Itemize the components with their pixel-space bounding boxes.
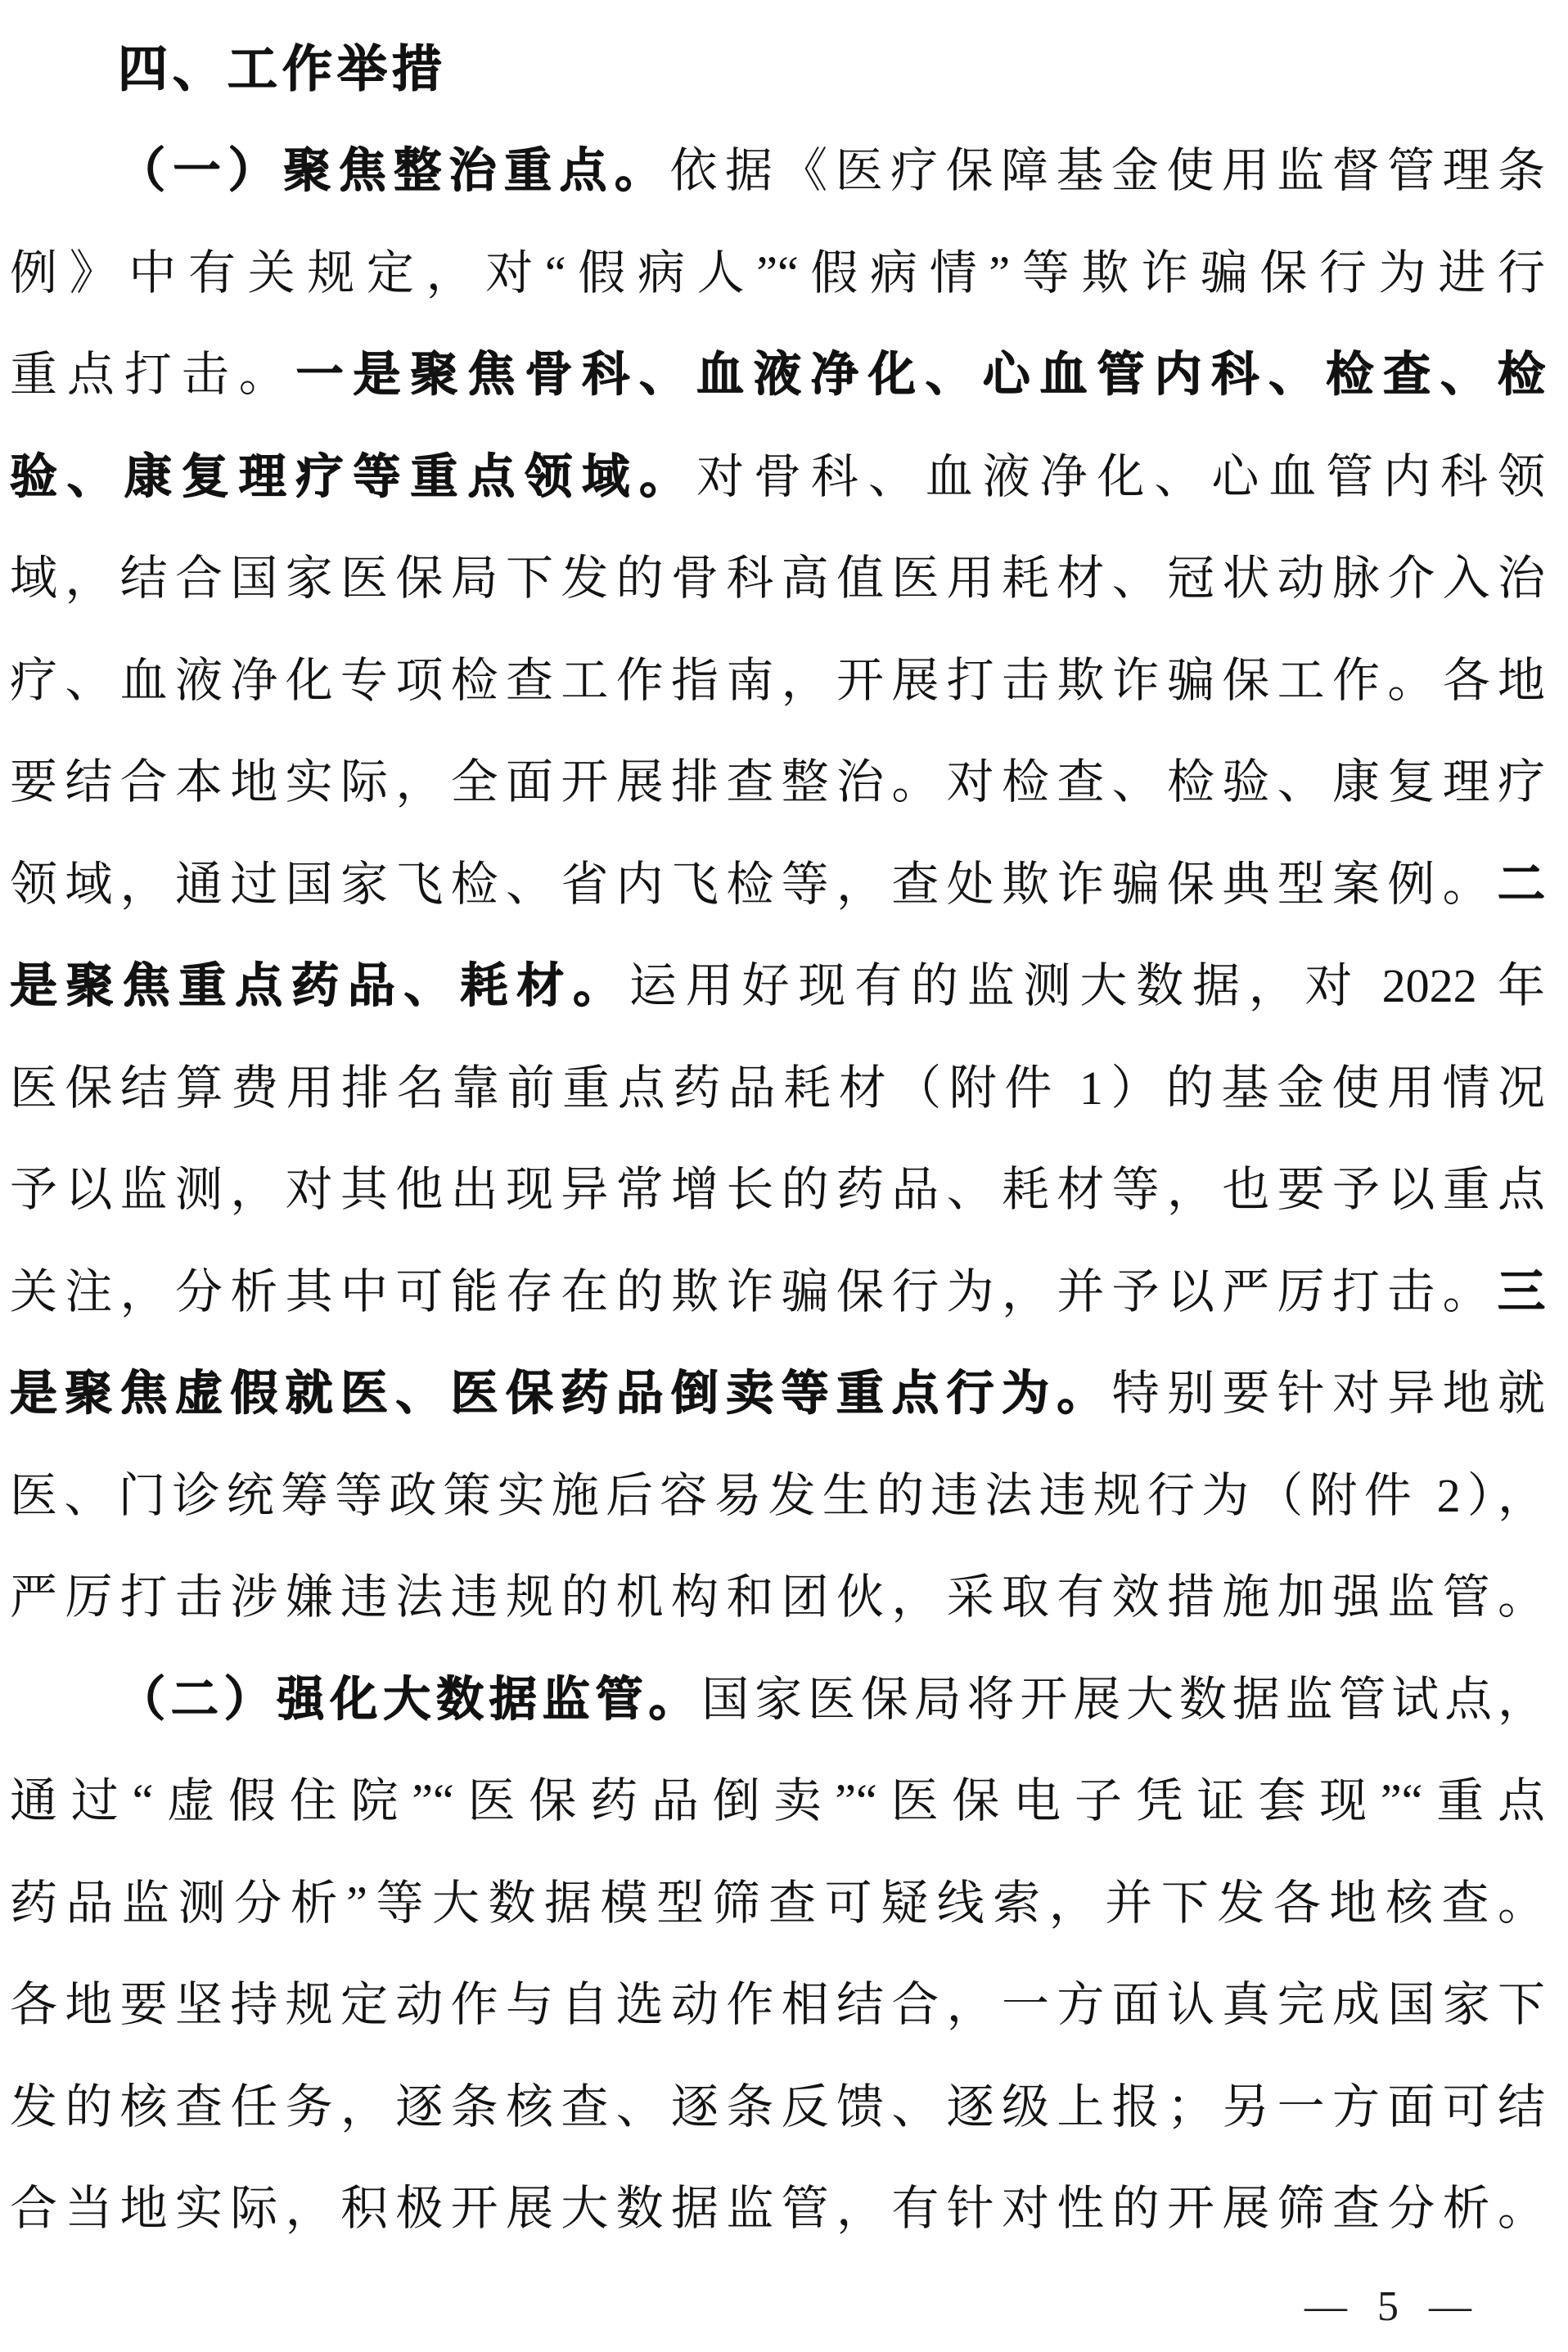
emphasized-text-segment: （一）聚焦整治重点。 xyxy=(118,144,670,197)
paragraph xyxy=(10,120,1545,1649)
text-line xyxy=(10,324,1545,426)
text-segment: 关注，分析其中可能存在的欺诈骗保行为，并予以严厉打击。 xyxy=(10,1264,1498,1318)
text-line xyxy=(10,1954,1545,2057)
text-line xyxy=(10,426,1545,529)
emphasized-text-segment: 是聚焦虚假就医、医保药品倒卖等重点行为。 xyxy=(10,1367,1112,1420)
text-line xyxy=(10,1853,1545,1955)
text-line xyxy=(10,1649,1545,1751)
text-line xyxy=(10,630,1545,732)
text-segment: 重点打击。 xyxy=(10,348,296,401)
text-segment: 严厉打击涉嫌违法违规的机构和团伙，采取有效措施加强监管。 xyxy=(10,1570,1545,1624)
text-line xyxy=(10,1750,1545,1853)
text-segment: 医、门诊统筹等政策实施后容易发生的违法违规行为（附件 2）， xyxy=(10,1468,1545,1522)
text-segment: 国家医保局将开展大数据监管试点， xyxy=(701,1672,1545,1726)
text-segment: 特别要针对异地就 xyxy=(1111,1367,1545,1420)
text-line xyxy=(10,1139,1545,1241)
page-number: — 5 — xyxy=(1304,2283,1473,2330)
text-segment: 药品监测分析”等大数据模型筛查可疑线索，并下发各地核查。 xyxy=(10,1876,1545,1930)
text-segment: 予以监测，对其他出现异常增长的药品、耗材等，也要予以重点 xyxy=(10,1163,1545,1216)
text-line xyxy=(10,2057,1545,2159)
emphasized-text-segment: 一是聚焦骨科、血液净化、心血管内科、检查、检 xyxy=(295,348,1545,401)
text-line xyxy=(10,935,1545,1038)
text-segment: 医保结算费用排名靠前重点药品耗材（附件 1）的基金使用情况 xyxy=(10,1061,1545,1115)
emphasized-text-segment: （二）强化大数据监管。 xyxy=(118,1672,702,1726)
section-heading: 四、工作举措 xyxy=(118,41,448,97)
text-segment: 运用好现有的监测大数据，对 2022 年 xyxy=(629,959,1545,1012)
emphasized-text-segment: 二 xyxy=(1497,857,1545,911)
text-segment: 领域，通过国家飞检、省内飞检等，查处欺诈骗保典型案例。 xyxy=(10,857,1498,911)
text-segment: 例》中有关规定，对“假病人”“假病情”等欺诈骗保行为进行 xyxy=(10,246,1545,300)
text-line xyxy=(10,528,1545,630)
text-segment: 对骨科、血液净化、心血管内科领 xyxy=(696,449,1545,503)
paragraph xyxy=(10,1649,1545,2260)
text-segment: 要结合本地实际，全面开展排查整治。对检查、检验、康复理疗 xyxy=(10,755,1545,809)
text-segment: 域，结合国家医保局下发的骨科高值医用耗材、冠状动脉介入治 xyxy=(10,552,1545,605)
emphasized-text-segment: 三 xyxy=(1497,1264,1545,1318)
text-line xyxy=(10,1343,1545,1445)
text-line xyxy=(10,732,1545,834)
text-segment: 疗、血液净化专项检查工作指南，开展打击欺诈骗保工作。各地 xyxy=(10,653,1545,707)
document-body xyxy=(10,120,1545,2260)
text-line xyxy=(10,834,1545,936)
text-line xyxy=(10,1241,1545,1344)
text-segment: 依据《医疗保障基金使用监督管理条 xyxy=(669,144,1545,197)
emphasized-text-segment: 验、康复理疗等重点领域。 xyxy=(10,449,697,503)
text-segment: 发的核查任务，逐条核查、逐条反馈、逐级上报；另一方面可结 xyxy=(10,2079,1545,2133)
text-segment: 合当地实际，积极开展大数据监管，有针对性的开展筛查分析。 xyxy=(10,2182,1545,2235)
text-segment: 各地要坚持规定动作与自选动作相结合，一方面认真完成国家下 xyxy=(10,1978,1545,2031)
text-line xyxy=(10,1445,1545,1548)
emphasized-text-segment: 是聚焦重点药品、耗材。 xyxy=(10,959,629,1012)
text-line xyxy=(10,1038,1545,1140)
text-line xyxy=(10,1547,1545,1649)
text-line xyxy=(10,2158,1545,2260)
text-line xyxy=(10,120,1545,223)
text-line xyxy=(10,223,1545,325)
text-segment: 通过“虚假住院”“医保药品倒卖”“医保电子凭证套现”“重点 xyxy=(10,1774,1545,1827)
